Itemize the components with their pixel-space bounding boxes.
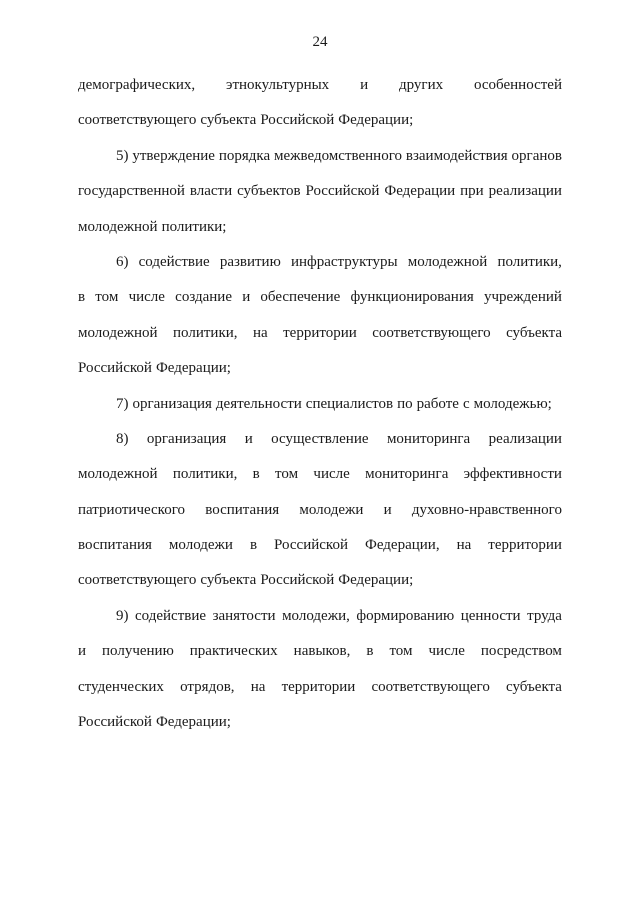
paragraph-p5	[78, 139, 562, 245]
word: Российской	[78, 360, 152, 377]
word: Российской	[305, 183, 380, 200]
word: Федерации;	[338, 572, 414, 589]
paragraph-p7	[78, 387, 562, 422]
text-line	[78, 563, 562, 598]
word: Российской	[78, 714, 152, 731]
word: содействие	[135, 607, 207, 624]
document-body	[78, 68, 562, 740]
word: политики,	[497, 253, 562, 270]
word: порядка	[218, 147, 271, 164]
word: работе	[416, 395, 459, 412]
word: политики,	[173, 324, 238, 341]
word: на	[252, 324, 268, 341]
word: политики,	[172, 466, 238, 483]
word: взаимодействия	[405, 147, 508, 164]
word: осуществление	[271, 430, 369, 447]
word: 6)	[116, 253, 129, 270]
word: инфраструктуры	[290, 253, 398, 270]
word: содействие	[138, 253, 210, 270]
text-line	[78, 139, 562, 174]
word: территории	[281, 678, 356, 695]
word: молодежной	[78, 324, 158, 341]
word: посредством	[480, 643, 562, 660]
word: создание	[175, 289, 232, 306]
word: практических	[189, 643, 278, 660]
word: воспитания	[205, 501, 280, 518]
word: организация	[146, 430, 227, 447]
text-line	[78, 493, 562, 528]
word: в	[252, 466, 260, 483]
word: молодежной	[407, 253, 488, 270]
word: том	[95, 289, 119, 306]
word: и	[242, 289, 251, 306]
word: этнокультурных	[226, 77, 330, 93]
text-line	[78, 280, 562, 315]
word: студенческих	[78, 678, 164, 695]
word: 8)	[116, 430, 129, 447]
word: числе	[313, 466, 350, 483]
text-line	[78, 316, 562, 351]
word: и	[383, 501, 392, 518]
word: Российской	[260, 112, 335, 129]
word: на	[250, 678, 266, 695]
word: особенностей	[474, 77, 562, 93]
word: и	[78, 643, 87, 660]
word: и	[244, 430, 253, 447]
word: демографических,	[78, 77, 196, 93]
word: власти	[189, 183, 233, 200]
word: субъекта	[200, 572, 257, 589]
word: патриотического	[78, 501, 185, 518]
page-number: 24	[312, 34, 328, 50]
paragraph-p6	[78, 245, 562, 387]
word: обеспечение	[260, 289, 341, 306]
word: эффективности	[463, 466, 562, 483]
paragraph-p9	[78, 599, 562, 741]
word: 7)	[116, 395, 129, 412]
word: соответствующего	[372, 324, 491, 341]
word: субъекта	[506, 678, 562, 695]
word: 9)	[116, 607, 129, 624]
word: том	[389, 643, 413, 660]
word: политики;	[161, 218, 227, 235]
word: в	[366, 643, 374, 660]
word: молодежной	[78, 466, 158, 483]
text-line	[78, 103, 562, 138]
text-line	[78, 634, 562, 669]
text-line	[78, 210, 562, 245]
word: реализации	[488, 430, 562, 447]
word: в	[78, 289, 86, 306]
paragraph-p-continuation	[78, 68, 562, 139]
word: молодежи	[168, 537, 233, 554]
text-line	[78, 174, 562, 209]
word: организация	[132, 395, 212, 412]
text-line	[78, 457, 562, 492]
word: Федерации;	[338, 112, 414, 129]
text-line	[78, 245, 562, 280]
text-line	[78, 705, 562, 740]
word: субъекта	[200, 112, 257, 129]
word: молодежи,	[282, 607, 350, 624]
word: том	[275, 466, 299, 483]
paragraph-p8	[78, 422, 562, 599]
text-line	[78, 387, 562, 422]
word: труда	[527, 607, 562, 624]
text-line	[78, 351, 562, 386]
word: навыков,	[293, 643, 351, 660]
word: формированию	[356, 607, 455, 624]
word: в	[249, 537, 258, 554]
word: других	[399, 77, 444, 93]
word: субъектов	[237, 183, 301, 200]
text-line	[78, 599, 562, 634]
word: утверждение	[132, 147, 215, 164]
word: Российской	[260, 572, 335, 589]
word: на	[456, 537, 472, 554]
word: воспитания	[78, 537, 152, 554]
word: отрядов,	[180, 678, 235, 695]
word: мониторинга	[365, 466, 449, 483]
text-line	[78, 422, 562, 457]
word: учреждений	[483, 289, 562, 306]
word: молодежью;	[473, 395, 552, 412]
text-line	[78, 68, 562, 103]
word: Федерации;	[155, 714, 231, 731]
word: межведомственного	[273, 147, 402, 164]
word: Федерации;	[155, 360, 231, 377]
text-line	[78, 670, 562, 705]
word: соответствующего	[78, 572, 197, 589]
word: территории	[488, 537, 562, 554]
text-line	[78, 528, 562, 563]
word: занятости	[212, 607, 276, 624]
word: государственной	[78, 183, 185, 200]
word: духовно-нравственного	[411, 501, 562, 518]
word: и	[360, 77, 369, 93]
word: при	[460, 183, 484, 200]
word: специалистов	[305, 395, 394, 412]
word: субъекта	[506, 324, 562, 341]
word: по	[397, 395, 413, 412]
word: молодежной	[78, 218, 158, 235]
word: Федерации	[384, 183, 456, 200]
word: молодежи	[299, 501, 364, 518]
word: соответствующего	[78, 112, 197, 129]
word: Российской	[274, 537, 348, 554]
word: развитию	[219, 253, 281, 270]
word: Федерации,	[364, 537, 440, 554]
word: деятельности	[215, 395, 302, 412]
word: с	[462, 395, 470, 412]
word: территории	[283, 324, 357, 341]
word: органов	[511, 147, 562, 164]
word: получению	[102, 643, 174, 660]
word: числе	[128, 289, 165, 306]
word: соответствующего	[371, 678, 490, 695]
word: числе	[428, 643, 465, 660]
word: 5)	[116, 147, 129, 164]
word: реализации	[488, 183, 562, 200]
word: мониторинга	[386, 430, 471, 447]
word: ценности	[460, 607, 521, 624]
word: функционирования	[350, 289, 474, 306]
